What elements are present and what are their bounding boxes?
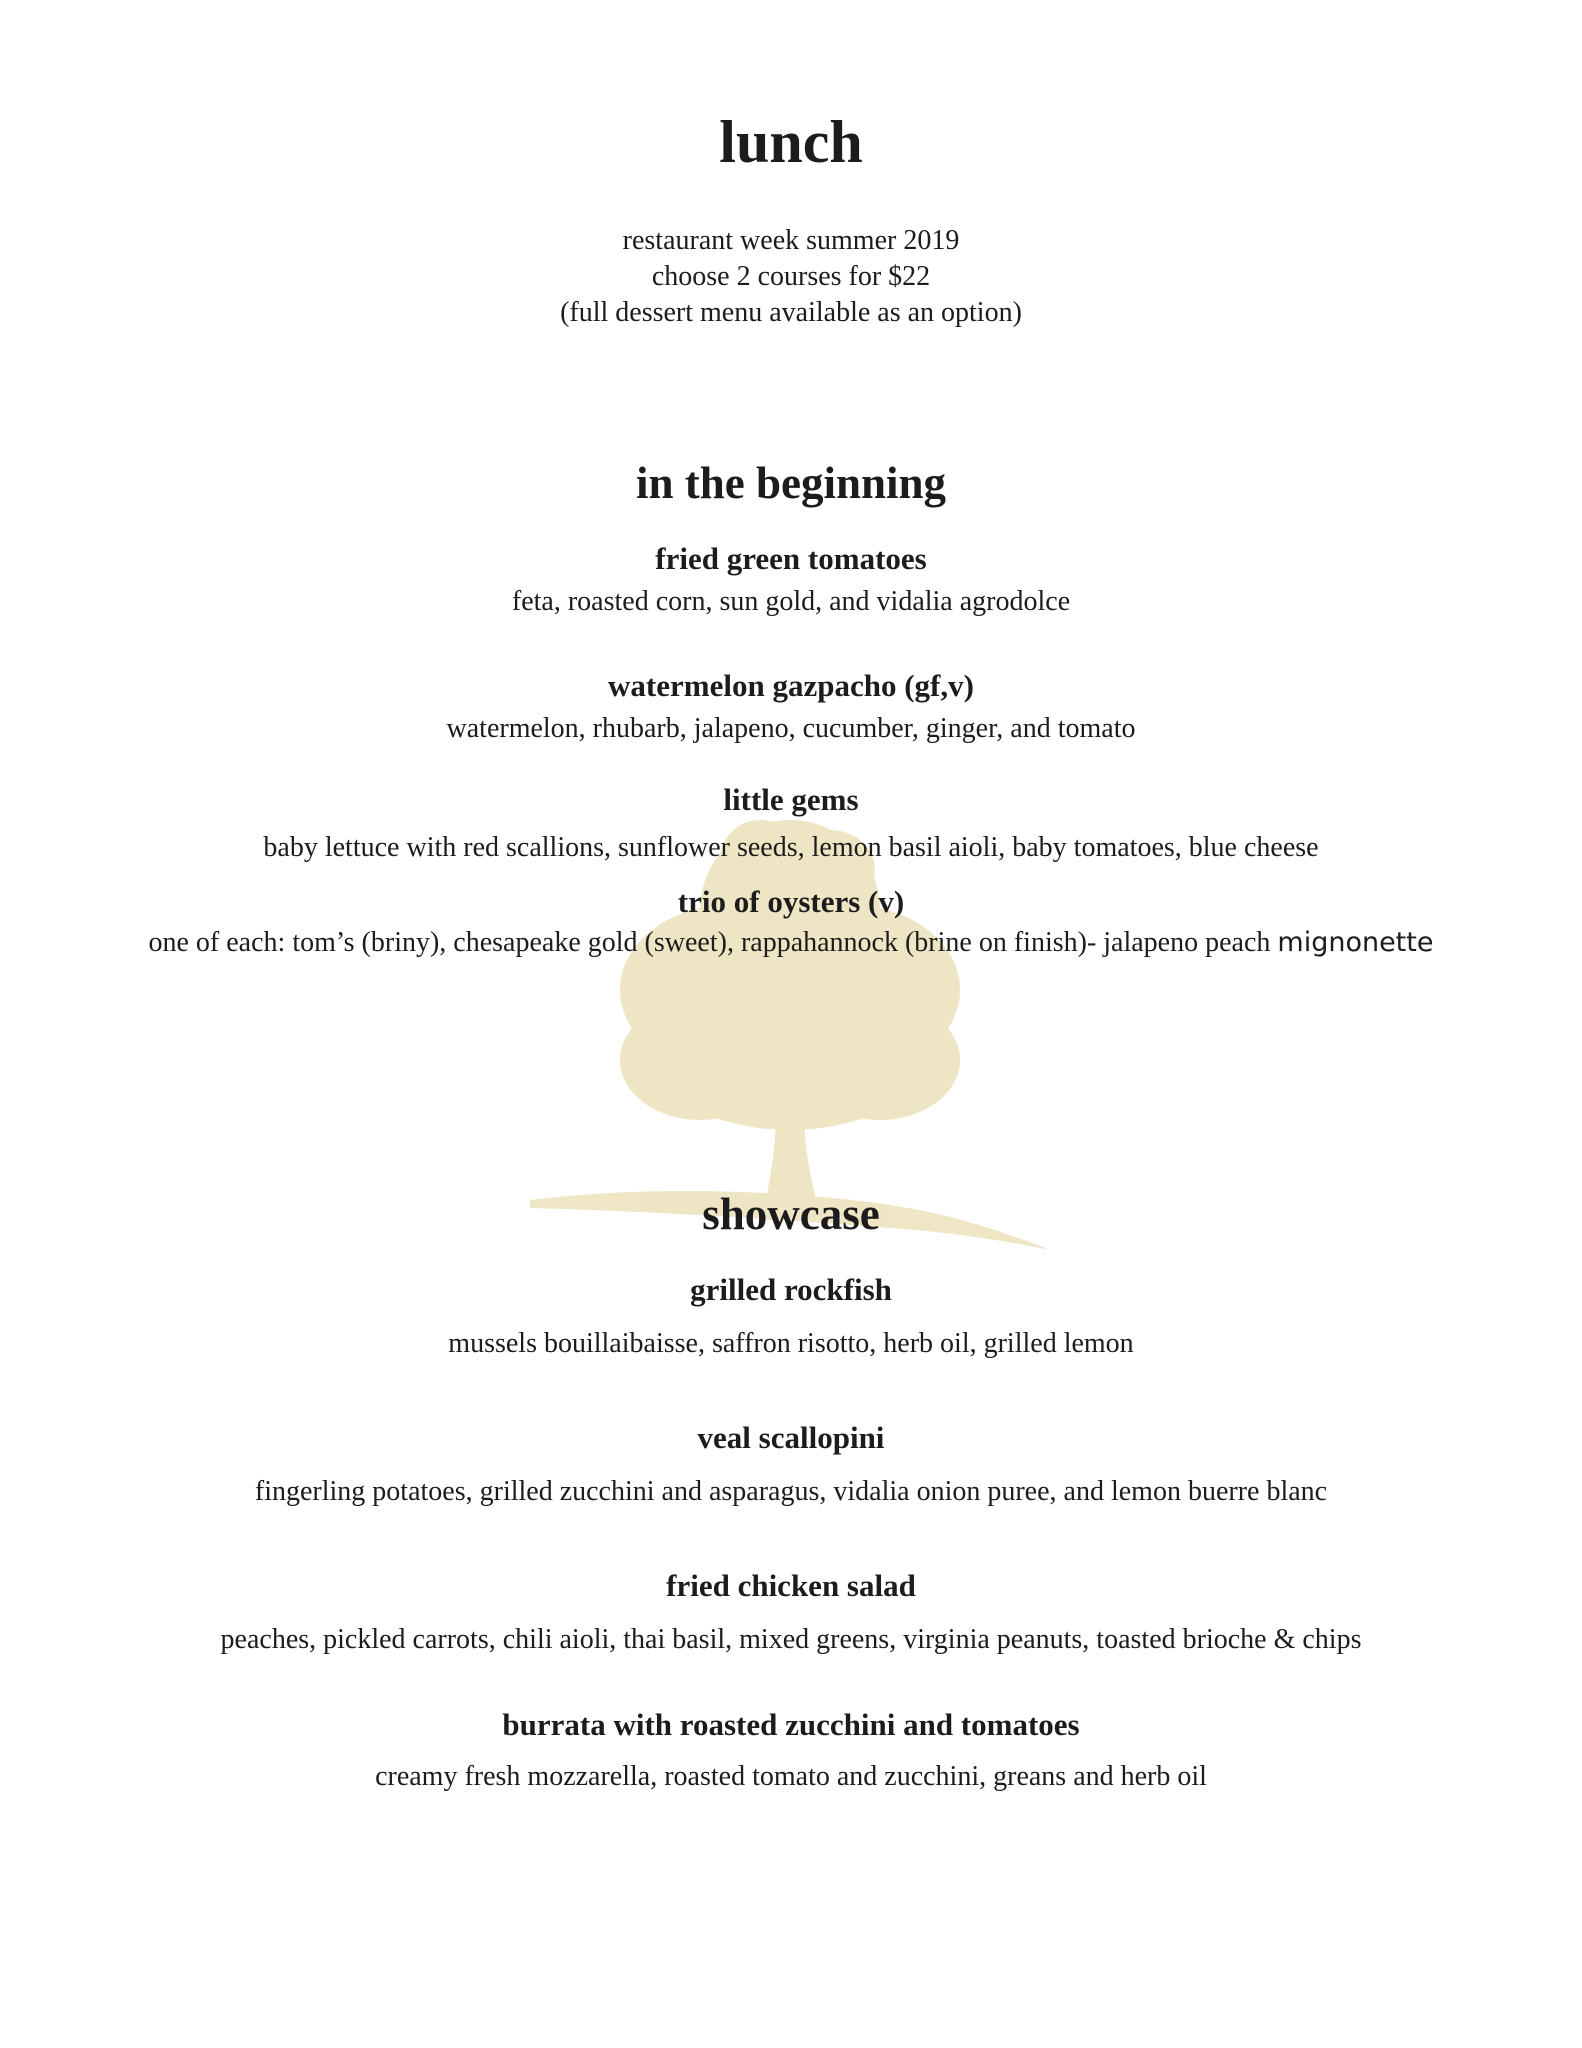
section-heading: in the beginning	[635, 458, 947, 508]
menu-item-description: feta, roasted corn, sun gold, and vidalia agrodolce	[511, 586, 1071, 617]
menu-item-description: peaches, pickled carrots, chili aioli, thai basil, mixed greens, virginia peanuts, toasted brioche & chips	[220, 1624, 1362, 1655]
menu-item-name: veal scallopini	[697, 1420, 885, 1455]
menu-item-description: fingerling potatoes, grilled zucchini and asparagus, vidalia onion puree, and lemon buerre blanc	[254, 1476, 1328, 1507]
menu-item-name: fried chicken salad	[666, 1568, 916, 1603]
menu-item-name: burrata with roasted zucchini and tomatoes	[502, 1707, 1080, 1742]
menu-item-description	[0, 927, 1582, 959]
section-heading: showcase	[702, 1189, 880, 1239]
menu-item-description: mussels bouillaibaisse, saffron risotto, herb oil, grilled lemon	[448, 1328, 1134, 1359]
menu-item-name: fried green tomatoes	[655, 541, 927, 576]
description-suffix: mignonette	[1277, 927, 1434, 958]
menu-item-description: watermelon, rhubarb, jalapeno, cucumber, ginger, and tomato	[446, 713, 1136, 744]
intro-line: restaurant week summer 2019	[622, 225, 960, 256]
intro-line: (full dessert menu available as an option)	[560, 297, 1022, 328]
menu-item-name: grilled rockfish	[690, 1272, 892, 1307]
menu-item-name: watermelon gazpacho (gf,v)	[608, 668, 974, 703]
description-text: one of each: tom’s (briny), chesapeake gold (sweet), rappahannock (brine on finish)- jalapeno peach	[148, 927, 1271, 958]
menu-item-description: creamy fresh mozzarella, roasted tomato and zucchini, greans and herb oil	[375, 1761, 1207, 1792]
intro-line: choose 2 courses for $22	[651, 261, 931, 292]
menu-item-name: trio of oysters (v)	[677, 884, 905, 919]
menu-item-description: baby lettuce with red scallions, sunflower seeds, lemon basil aioli, baby tomatoes, blue cheese	[263, 832, 1319, 863]
menu-title: lunch	[719, 109, 863, 175]
menu-item-name: little gems	[723, 782, 859, 817]
